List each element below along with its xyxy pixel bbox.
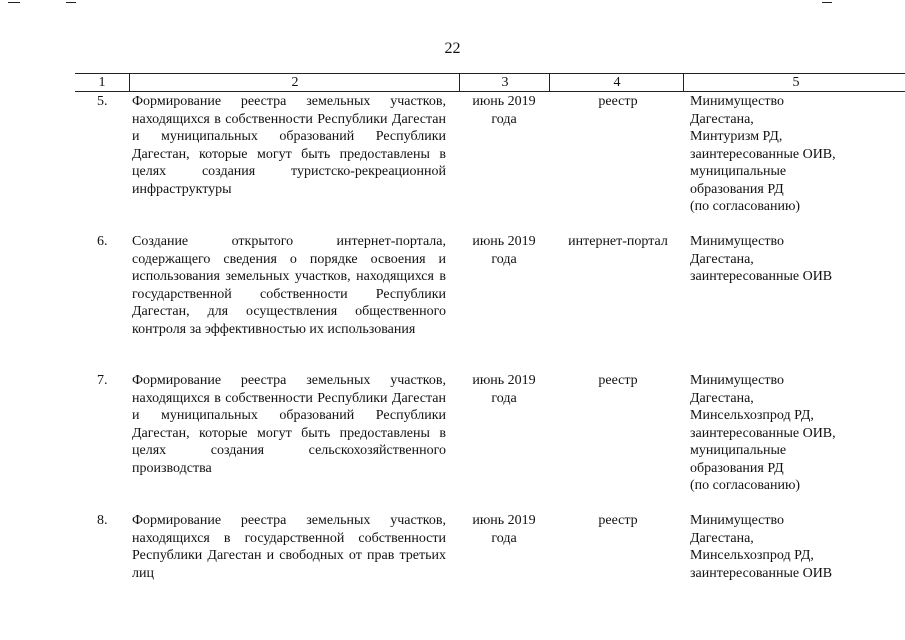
row-number: 8. — [97, 513, 108, 528]
row-description: Формирование реестра земельных участков, находящихся в собственности Республики Дагестан и муниципальных образований Республики Дагестан, которые могут быть предоставлены в целях создания туристско-рекреационной инфраструктуры — [132, 94, 446, 197]
header-cell-3: 3 — [459, 74, 550, 91]
responsible-line: Минсельхозпрод РД, — [690, 408, 814, 423]
row-description: Создание открытого интернет-портала, содержащего сведения о порядке освоения и использования земельных участков, находящихся в государственной собственности Республики Дагестан, для осуществления общественного контроля за эффективностью их использования — [132, 234, 446, 337]
responsible-line: Минимущество — [690, 94, 784, 109]
row-description: Формирование реестра земельных участков, находящихся в собственности Республики Дагестан и муниципальных образований Республики Дагестан, которые могут быть предоставлены в целях создания сельскохозяйственного производства — [132, 373, 446, 476]
responsible-line: заинтересованные ОИВ, — [690, 146, 836, 162]
responsible-line: Минимущество — [690, 234, 784, 249]
responsible-line: Дагестана, — [690, 251, 754, 267]
responsible-line: Дагестана, — [690, 390, 754, 406]
responsible-line: Минимущество — [690, 513, 784, 528]
responsible-line: Минимущество — [690, 373, 784, 388]
row-responsible — [690, 372, 870, 495]
row-date: июнь 2019 года — [472, 94, 536, 127]
scan-mark — [822, 2, 832, 3]
table-header — [75, 73, 905, 92]
row-description: Формирование реестра земельных участков, находящихся в государственной собственности Республики Дагестан и свободных от прав третьих лиц — [132, 513, 446, 581]
header-cell-5: 5 — [683, 74, 905, 91]
responsible-line: Дагестана, — [690, 530, 754, 546]
responsible-line: заинтересованные ОИВ — [690, 269, 833, 284]
header-cell-2: 2 — [129, 74, 460, 91]
responsible-line: образования РД — [690, 181, 784, 197]
row-form: интернет-портал — [568, 234, 668, 249]
row-responsible — [690, 233, 870, 286]
header-cell-4: 4 — [549, 74, 684, 91]
row-number: 5. — [97, 94, 108, 109]
responsible-line: муниципальные — [690, 443, 787, 458]
responsible-line: Минтуризм РД, — [690, 129, 783, 144]
header-cell-1: 1 — [98, 75, 106, 90]
responsible-line: заинтересованные ОИВ — [690, 565, 833, 581]
row-form: реестр — [598, 94, 638, 109]
row-date: июнь 2019 года — [472, 234, 536, 267]
responsible-line: Дагестана, — [690, 111, 754, 127]
responsible-line: заинтересованные ОИВ, — [690, 425, 836, 441]
responsible-line: (по согласованию) — [690, 478, 801, 493]
scan-mark — [66, 2, 76, 3]
responsible-line: (по согласованию) — [690, 199, 801, 214]
row-date: июнь 2019 года — [472, 373, 536, 406]
row-responsible — [690, 512, 870, 582]
responsible-line: образования РД — [690, 460, 784, 476]
responsible-line: Минсельхозпрод РД, — [690, 548, 814, 563]
row-number: 6. — [97, 234, 108, 249]
page-number: 22 — [444, 40, 461, 57]
row-date: июнь 2019 года — [472, 513, 536, 546]
scan-mark — [8, 2, 20, 3]
responsible-line: муниципальные — [690, 164, 787, 179]
row-form: реестр — [598, 373, 638, 388]
row-responsible — [690, 93, 870, 216]
row-form: реестр — [598, 513, 638, 528]
row-number: 7. — [97, 373, 108, 388]
